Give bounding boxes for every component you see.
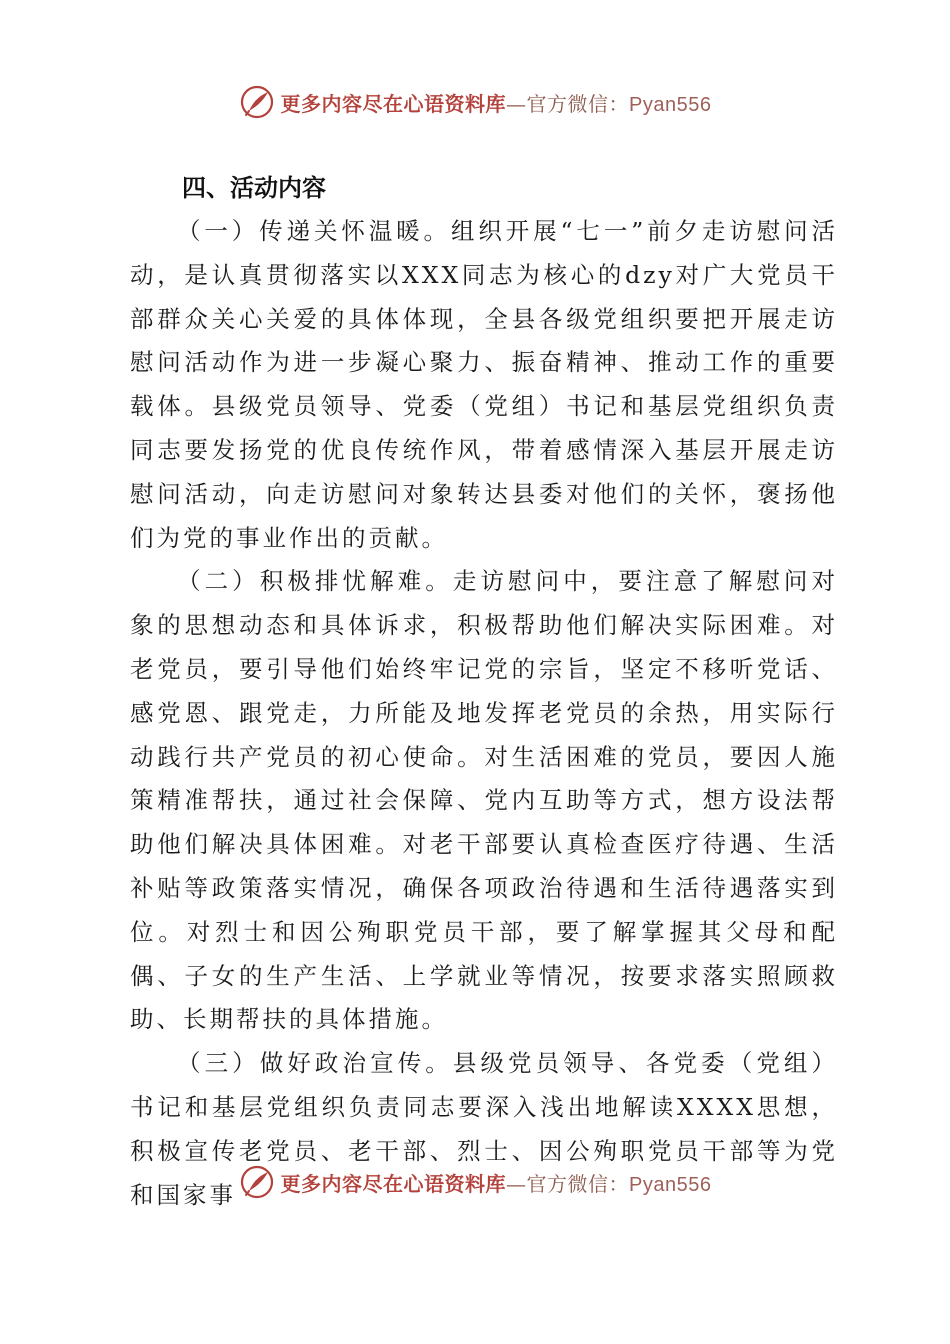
paragraph-1: （一）传递关怀温暖。组织开展“七一”前夕走访慰问活动，是认真贯彻落实以XXX同志为核心的dzy对广大党员干部群众关心关爱的具体体现，全县各级党组织要把开展走访慰问活动作为进一步凝心聚力、振奋精神、推动工作的重要载体。县级党员领导、党委（党组）书记和基层党组织负责同志要发扬党的优良传统作风，带着感情深入基层开展走访慰问活动，向走访慰问对象转达县委对他们的关怀，褒扬他们为党的事业作出的贡献。 (130, 217, 838, 552)
banner-title: 更多内容尽在心语资料库 (280, 91, 507, 116)
document-body (130, 166, 838, 1217)
paragraph-3: （三）做好政治宣传。县级党员领导、各党委（党组）书记和基层党组织负责同志要深入浅出地解读XXXX思想，积极宣传老党员、老干部、烈士、因公殉职党员干部等为党和国家事 (130, 1049, 838, 1209)
header-watermark-banner (0, 82, 950, 122)
paragraph-2: （二）积极排忧解难。走访慰问中，要注意了解慰问对象的思想动态和具体诉求，积极帮助他们解决实际困难。对老党员，要引导他们始终牢记党的宗旨，坚定不移听党话、感党恩、跟党走，力所能及地发挥老党员的余热，用实际行动践行共产党员的初心使命。对生活困难的党员，要因人施策精准帮扶，通过社会保障、党内互助等方式，想方设法帮助他们解决具体困难。对老干部要认真检查医疗待遇、生活补贴等政策落实情况，确保各项政治待遇和生活待遇落实到位。对烈士和因公殉职党员干部，要了解掌握其父母和配偶、子女的生产生活、上学就业等情况，按要求落实照顾救助、长期帮扶的具体措施。 (130, 567, 838, 1034)
footer-watermark-banner (0, 1162, 950, 1202)
quill-pen-logo-icon (239, 84, 275, 120)
banner-wechat-id: Pyan556 (629, 93, 712, 116)
banner-wechat-label: —官方微信： (506, 91, 630, 116)
banner-text (281, 1168, 712, 1197)
quill-pen-logo-icon (239, 1164, 275, 1200)
banner-wechat-label: —官方微信： (506, 1171, 630, 1196)
banner-wechat-id: Pyan556 (629, 1173, 712, 1196)
section-heading: 四、活动内容 (182, 174, 326, 202)
banner-text (281, 88, 712, 117)
banner-title: 更多内容尽在心语资料库 (280, 1171, 507, 1196)
